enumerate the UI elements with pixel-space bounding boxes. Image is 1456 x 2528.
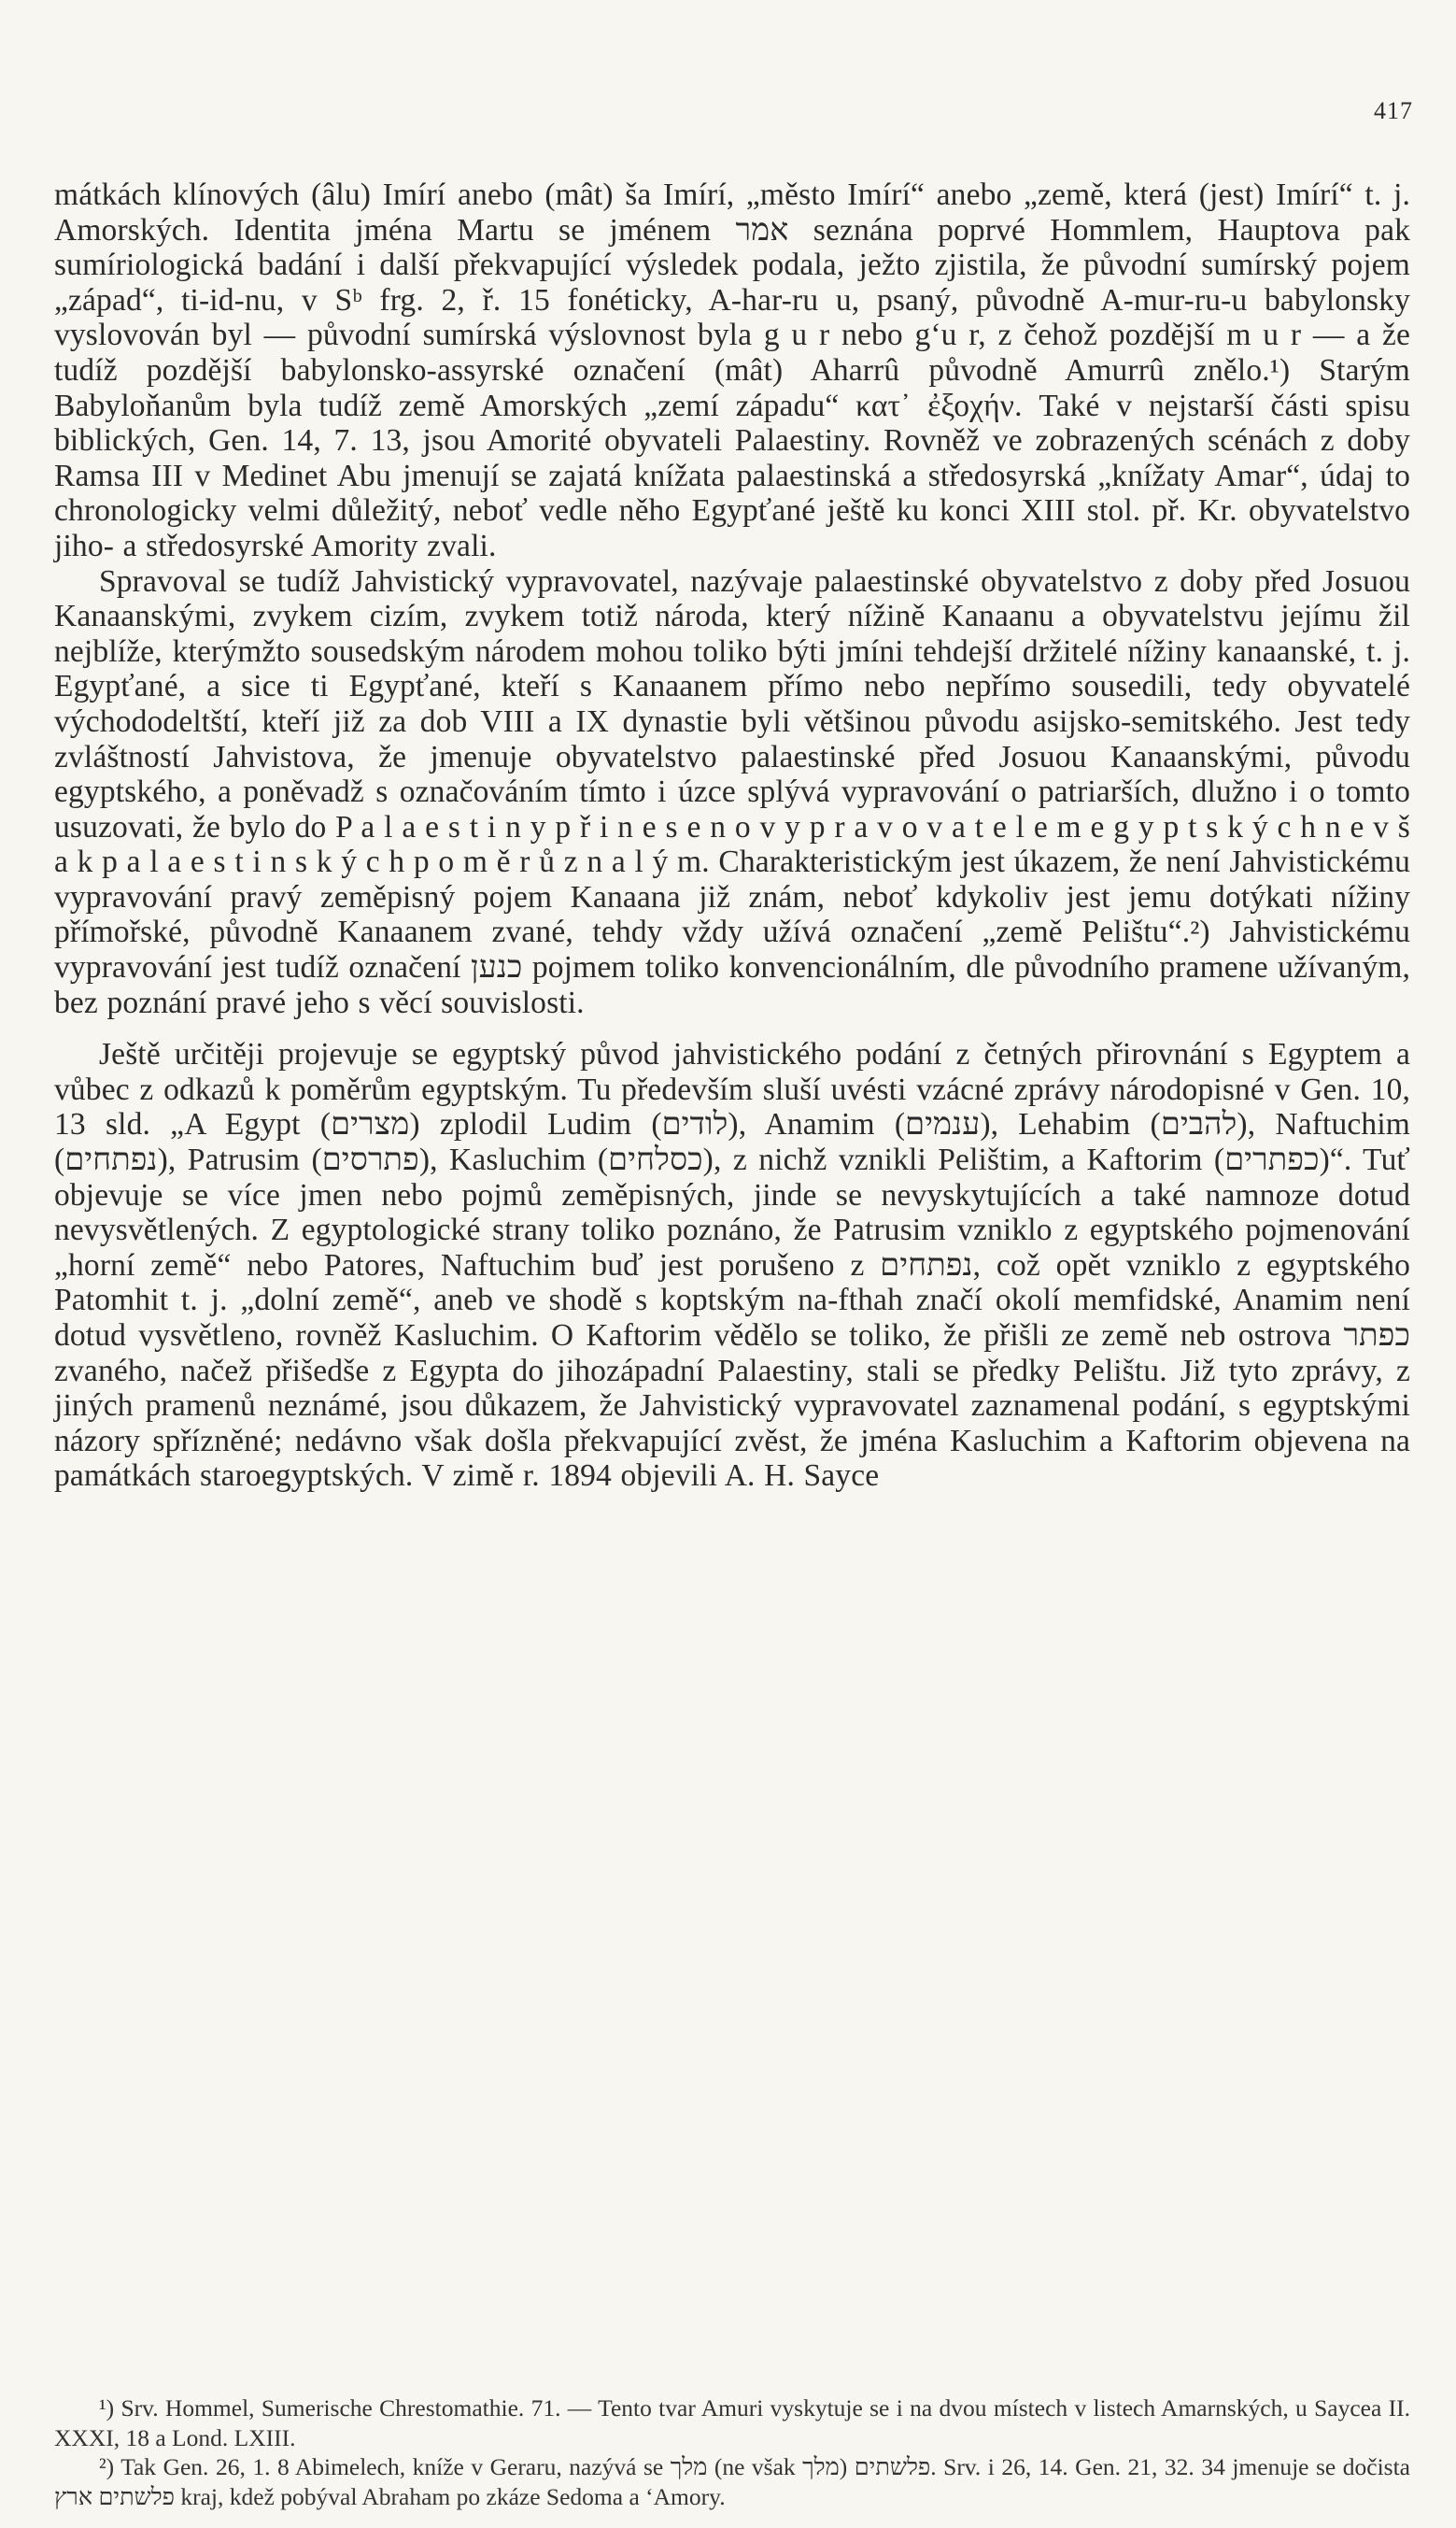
main-text <box>54 178 1410 1494</box>
footnote-1: ¹) Srv. Hommel, Sumerische Chrestomathie. 71. — Tento tvar Amuri vyskytuje se i na dvou místech v listech Amarnských, u Saycea II. XXXI, 18 a Lond. LXIII. <box>54 2394 1410 2451</box>
footnote-2: ²) Tak Gen. 26, 1. 8 Abimelech, kníže v Geraru, nazývá se מלך (ne však מלך) פלשתים. Srv. i 26, 14. Gen. 21, 32. 34 jmenuje se dočista פלשתים ארץ kraj, kdež pobýval Abraham po zkáze Sedoma a ‘Amory. <box>54 2453 1410 2510</box>
footnotes <box>54 2393 1410 2511</box>
paragraph-1: mátkách klínových (âlu) Imírí anebo (mât) ša Imírí, „město Imírí“ anebo „země, která (jest) Imírí“ t. j. Amorských. Identita jména Martu se jménem אמר seznána poprvé Hommlem, Hauptova pak sumíriologická badání i další překvapující výsledek podala, ježto zjistila, že původní sumírský pojem „západ“, ti-id-nu, v Sᵇ frg. 2, ř. 15 fonéticky, A-har-ru u, psaný, původně A-mur-ru-u babylonsky vyslovován byl — původní sumírská výslovnost byla g u r nebo g‘u r, z čehož pozdější m u r — a že tudíž pozdější babylonsko-assyrské označení (mât) Aharrû původně Amurrû znělo.¹) Starým Babyloňanům byla tudíž země Amorských „zemí západu“ κατ᾽ ἐξοχήν. Také v nejstarší části spisu biblických, Gen. 14, 7. 13, jsou Amorité obyvateli Palaestiny. Rovněž ve zobrazených scénách z doby Ramsa III v Medinet Abu jmenují se zajatá knížata palaestinská a středosyrská „knížaty Amar“, údaj to chronologicky velmi důležitý, neboť vedle něho Egypťané ještě ku konci XIII stol. př. Kr. obyvatelstvo jiho- a středosyrské Amority zvali. <box>54 178 1410 563</box>
page-number: 417 <box>1374 97 1413 124</box>
paragraph-2: Spravoval se tudíž Jahvistický vypravovatel, nazývaje palaestinské obyvatelstvo z doby před Josuou Kanaanskými, zvykem cizím, zvykem totiž národa, který nížině Kanaanu a obyvatelstvu jejímu žil nejblíže, kterýmžto sousedským národem mohou toliko býti jmíni tehdejší držitelé nížiny kanaanské, t. j. Egypťané, a sice ti Egypťané, kteří s Kanaanem přímo nebo nepřímo sousedili, tedy obyvatelé východodeltští, kteří již za dob VIII a IX dynastie byli většinou původu asijsko-semitského. Jest tedy zvláštností Jahvistova, že jmenuje obyvatelstvo palaestinské před Josuou Kanaanskými, původu egyptského, a poněvadž s označováním tímto i úzce splývá vypravování o patriarších, dlužno i o tomto usuzovati, že bylo do P a l a e s t i n y p ř i n e s e n o v y p r a v o v a t e l e m e g y p t s k ý c h n e v š a k p a l a e s t i n s k ý c h p o m ě r ů z n a l ý m. Charakteristickým jest úkazem, že není Jahvistickému vypravování pravý zeměpisný pojem Kanaana již znám, neboť kdykoliv jest jemu dotýkati nížiny přímořské, původně Kanaanem zvané, tehdy vždy užívá označení „země Pelištu“.²) Jahvistickému vypravování jest tudíž označení כנען pojmem toliko konvencionálním, dle původního pramene užívaným, bez poznání pravé jeho s věcí souvislosti. <box>54 563 1411 1020</box>
paragraph-3: Ještě určitěji projevuje se egyptský původ jahvistického podání z četných přirovnání s Egyptem a vůbec z odkazů k poměrům egyptským. Tu především sluší uvésti vzácné zprávy národopisné v Gen. 10, 13 sld. „A Egypt (מצרים) zplodil Ludim (לודים), Anamim (ענמים), Lehabim (להבים), Naftuchim (נפתחים), Patrusim (פתרסים), Kasluchim (כסלחים), z nichž vznikli Pelištim, a Kaftorim (כפתרים)“. Tuť objevuje se více jmen nebo pojmů zeměpisných, jinde se nevyskytujících a také namnoze dotud nevysvětlených. Z egyptologické strany toliko poznáno, že Patrusim vzniklo z egyptského pojmenování „horní země“ nebo Patores, Naftuchim buď jest porušeno z נפתחים, což opět vzniklo z egyptského Patomhit t. j. „dolní země“, aneb ve shodě s koptským na-fthah značí okolí memfidské, Anamim není dotud vysvětleno, rovněž Kasluchim. O Kaftorim vědělo se toliko, že přišli ze země neb ostrova כפתר zvaného, načež přišedše z Egypta do jihozápadní Palaestiny, stali se předky Pelištu. Již tyto zprávy, z jiných pramenů neznámé, jsou důkazem, že Jahvistický vypravovatel zaznamenal podání, s egyptskými názory spřízněné; nedávno však došla překvapující zvěst, že jména Kasluchim a Kaftorim objevena na památkách staroegyptských. V zimě r. 1894 objevili A. H. Sayce <box>54 1037 1410 1494</box>
